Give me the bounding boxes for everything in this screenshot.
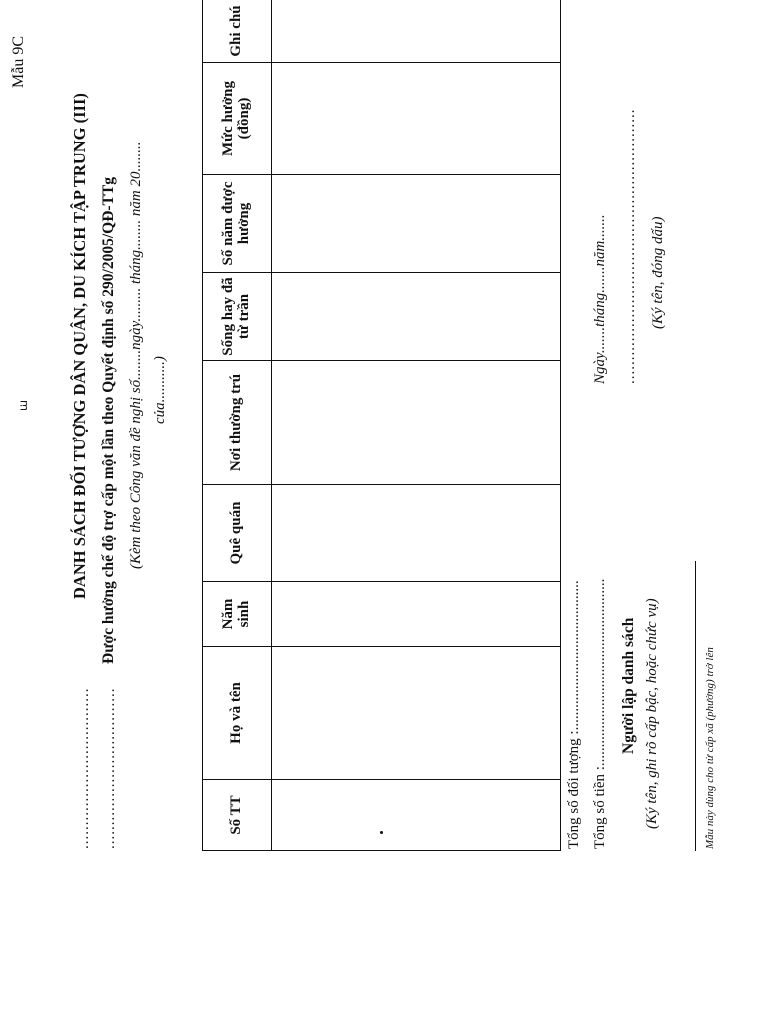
table-row (272, 0, 561, 851)
table-header-row (203, 0, 272, 851)
agency-name-line-2: .................................. (102, 687, 118, 849)
col-header-notes: Ghi chú (203, 0, 272, 63)
agency-name-line-1: .................................. (76, 687, 92, 849)
total-money-line: Tổng số tiền :.................................................. (592, 578, 608, 849)
preparer-signature-note: (Ký tên, ghi rõ cấp bậc, hoặc chức vụ) (644, 598, 660, 829)
signing-date-line: Ngày.......tháng.......năm....... (592, 214, 608, 384)
total-people-line: Tổng số đối tượng :........................................ (566, 580, 582, 849)
form-code: Mẫu 9C (10, 36, 27, 88)
col-header-birth-year: Năm sinh (203, 582, 272, 647)
col-header-stt: Số TT (203, 780, 272, 851)
header-mark: ꭐ (16, 399, 30, 411)
reference-note-line-1: (Kèm theo Công văn đề nghị số........ngày......... tháng........ năm 20........ (128, 141, 144, 569)
cell-stt (272, 780, 561, 851)
col-header-status: Sống hay đã từ trần (203, 273, 272, 361)
document-subtitle: Được hưởng chế độ trợ cấp một lần theo Quyết định số 290/2005/QĐ-TTg (100, 177, 117, 664)
cell-residence (272, 361, 561, 485)
col-header-residence: Nơi thường trú (203, 361, 272, 485)
cell-hometown (272, 485, 561, 582)
cell-amount (272, 63, 561, 175)
cell-name (272, 647, 561, 780)
preparer-title: Người lập danh sách (620, 617, 637, 754)
beneficiary-table (202, 0, 561, 851)
scan-speck (380, 831, 383, 834)
col-header-amount: Mức hưởng (đồng) (203, 63, 272, 175)
cell-years (272, 175, 561, 273)
footnote: Mẫu này dùng cho từ cấp xã (phường) trở lên (704, 647, 716, 849)
cell-status (272, 273, 561, 361)
footnote-divider (695, 561, 696, 851)
reference-note-line-2: của...........) (152, 356, 168, 424)
col-header-years: Số năm được hưởng (203, 175, 272, 273)
document-title: DANH SÁCH ĐỐI TƯỢNG DÂN QUÂN, DU KÍCH TẬP TRUNG (III) (70, 93, 89, 599)
cell-birth-year (272, 582, 561, 647)
col-header-name: Họ và tên (203, 647, 272, 780)
cell-notes (272, 0, 561, 63)
col-header-hometown: Quê quán (203, 485, 272, 582)
authority-signature-note: (Ký tên, đóng dấu) (650, 216, 666, 329)
authority-signature-line: .......................................................... (622, 108, 638, 384)
